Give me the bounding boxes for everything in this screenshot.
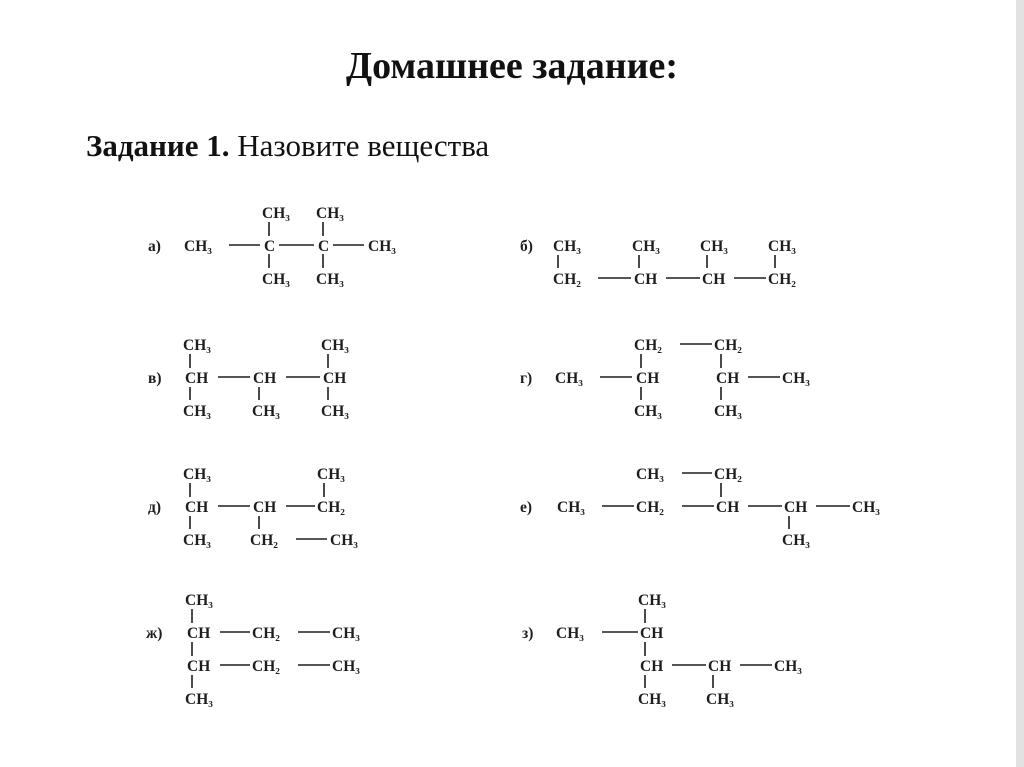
formula-v-top-3: CH₃ <box>321 337 349 354</box>
formula-v-bot-1: CH₃ <box>183 403 211 420</box>
task-text: Назовите вещества <box>237 128 490 163</box>
formula-z-top: CH₃ <box>638 592 666 609</box>
formula-a-top-2: CH₃ <box>316 205 344 222</box>
formula-b-bot-4: CH₂ <box>768 271 796 288</box>
formula-g-top-1: CH₂ <box>634 337 662 354</box>
formula-zh-r1c3: CH₃ <box>332 625 360 642</box>
formula-g-left: CH₃ <box>555 370 583 387</box>
formula-zh-r2c1: CH <box>187 658 211 675</box>
formula-d-top-3: CH₃ <box>317 466 345 483</box>
formula-d-bot-3: CH₃ <box>330 532 358 549</box>
formula-zh-label: ж) <box>146 625 163 642</box>
formula-g-c2: CH <box>716 370 740 387</box>
formula-v-label: в) <box>148 370 162 387</box>
formula-e-c2: CH₂ <box>636 499 664 516</box>
formula-zh-r2c2: CH₂ <box>252 658 280 675</box>
formula-b-top-4: CH₃ <box>768 238 796 255</box>
formula-a-bot-2: CH₃ <box>316 271 344 288</box>
formula-d <box>148 466 358 549</box>
formula-zh-r1c2: CH₂ <box>252 625 280 642</box>
formula-e-bot-1: CH₃ <box>782 532 810 549</box>
formula-a-c1: C <box>264 238 276 255</box>
formula-b <box>520 238 796 288</box>
formula-z-left: CH₃ <box>556 625 584 642</box>
formula-g-bot-2: CH₃ <box>714 403 742 420</box>
formula-z-bot-1: CH₃ <box>638 691 666 708</box>
formula-zh-r2c3: CH₃ <box>332 658 360 675</box>
formula-b-label: б) <box>520 238 533 255</box>
formula-g-label: г) <box>520 370 533 387</box>
formula-e-top-2: CH₂ <box>714 466 742 483</box>
formula-v-c1: CH <box>185 370 209 387</box>
formula-a-left: CH₃ <box>184 238 212 255</box>
formula-g-bot-1: CH₃ <box>634 403 662 420</box>
formula-d-c1: CH <box>185 499 209 516</box>
formula-b-top-1: CH₃ <box>553 238 581 255</box>
formula-z <box>522 592 802 708</box>
formula-e <box>520 466 880 549</box>
formula-d-bot-2: CH₂ <box>250 532 278 549</box>
formula-a-top-1: CH₃ <box>262 205 290 222</box>
formula-d-c2: CH <box>253 499 277 516</box>
formula-a-right: CH₃ <box>368 238 396 255</box>
formula-b-bot-3: CH <box>702 271 726 288</box>
formula-d-bot-1: CH₃ <box>183 532 211 549</box>
formula-a <box>148 205 396 288</box>
formula-zh-bot: CH₃ <box>185 691 213 708</box>
formula-g-c1: CH <box>636 370 660 387</box>
formula-z-label: з) <box>522 625 534 642</box>
formula-v <box>148 337 349 420</box>
formula-d-label: д) <box>148 499 162 516</box>
formula-g-top-2: CH₂ <box>714 337 742 354</box>
formula-d-top-1: CH₃ <box>183 466 211 483</box>
formula-e-label: е) <box>520 499 533 516</box>
formula-b-top-2: CH₃ <box>632 238 660 255</box>
formula-v-c2: CH <box>253 370 277 387</box>
formula-z-c3: CH <box>708 658 732 675</box>
formula-z-c1: CH <box>640 625 664 642</box>
formula-g <box>520 337 810 420</box>
formula-zh <box>146 592 360 708</box>
formula-b-bot-2: CH <box>634 271 658 288</box>
formula-b-top-3: CH₃ <box>700 238 728 255</box>
formula-z-bot-2: CH₃ <box>706 691 734 708</box>
formula-v-top-1: CH₃ <box>183 337 211 354</box>
formula-a-bot-1: CH₃ <box>262 271 290 288</box>
formula-d-c3: CH₂ <box>317 499 345 516</box>
formula-v-c3: CH <box>323 370 347 387</box>
formula-zh-r1c1: CH <box>187 625 211 642</box>
task-label: Задание 1. <box>86 128 230 163</box>
formula-zh-top: CH₃ <box>185 592 213 609</box>
page-title: Домашнее задание: <box>345 45 679 87</box>
formula-e-c5: CH₃ <box>852 499 880 516</box>
formula-z-right: CH₃ <box>774 658 802 675</box>
formula-v-bot-2: CH₃ <box>252 403 280 420</box>
formula-z-c2: CH <box>640 658 664 675</box>
formula-e-c3: CH <box>716 499 740 516</box>
formula-b-bot-1: CH₂ <box>553 271 581 288</box>
formula-e-c4: CH <box>784 499 808 516</box>
formula-a-c2: C <box>318 238 330 255</box>
formula-v-bot-3: CH₃ <box>321 403 349 420</box>
formula-a-label: а) <box>148 238 161 255</box>
formula-g-right: CH₃ <box>782 370 810 387</box>
formula-e-c1: CH₃ <box>557 499 585 516</box>
formula-e-top-1: CH₃ <box>636 466 664 483</box>
